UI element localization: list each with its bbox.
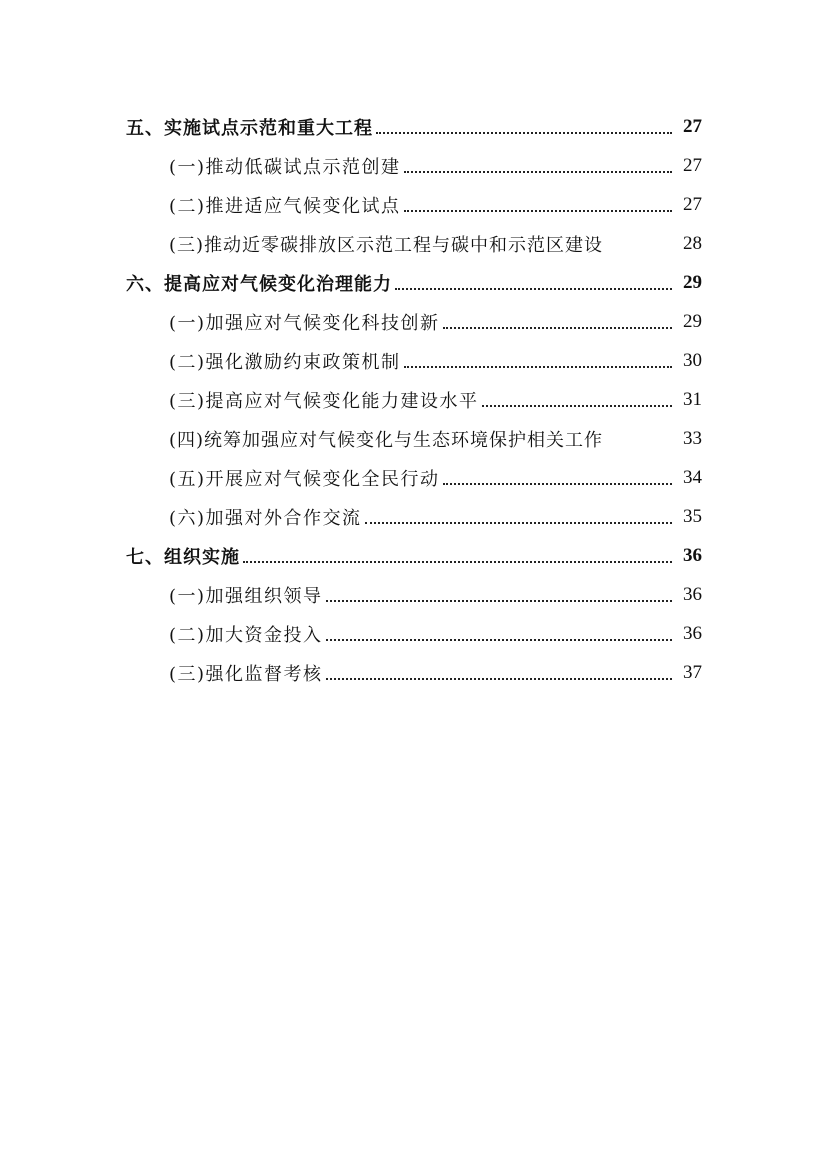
toc-entry-page: 36 bbox=[683, 583, 702, 605]
toc-entry-page: 29 bbox=[683, 271, 702, 293]
toc-entry-title: (一)加强应对气候变化科技创新 bbox=[169, 312, 440, 334]
toc-entry-title: (六)加强对外合作交流 bbox=[169, 507, 362, 529]
toc-entry-chapter-7[interactable] bbox=[0, 536, 826, 575]
dot-leader bbox=[395, 288, 672, 290]
toc-entry-section[interactable] bbox=[0, 224, 826, 263]
dot-leader bbox=[376, 132, 672, 134]
toc-entry-title: (三)提高应对气候变化能力建设水平 bbox=[169, 390, 479, 412]
toc-entry-title: 五、实施试点示范和重大工程 bbox=[126, 117, 373, 139]
toc-entry-page: 27 bbox=[683, 193, 702, 215]
toc-entry-title: (二)强化激励约束政策机制 bbox=[169, 351, 401, 373]
dot-leader bbox=[404, 366, 672, 368]
toc-entry-section[interactable] bbox=[0, 341, 826, 380]
toc-entry-page: 28 bbox=[683, 232, 702, 254]
toc-entry-page: 36 bbox=[683, 622, 702, 644]
toc-entry-section[interactable] bbox=[0, 497, 826, 536]
toc-entry-title: (二)推进适应气候变化试点 bbox=[169, 195, 401, 217]
toc-entry-title: 六、提高应对气候变化治理能力 bbox=[126, 273, 392, 295]
toc-entry-title: (三)推动近零碳排放区示范工程与碳中和示范区建设 bbox=[169, 234, 604, 256]
toc-entry-section[interactable] bbox=[0, 575, 826, 614]
toc-entry-page: 35 bbox=[683, 505, 702, 527]
toc-entry-section[interactable] bbox=[0, 380, 826, 419]
dot-leader bbox=[443, 483, 672, 485]
toc-entry-section[interactable] bbox=[0, 146, 826, 185]
dot-leader bbox=[404, 171, 672, 173]
toc-entry-section[interactable] bbox=[0, 614, 826, 653]
toc-entry-section[interactable] bbox=[0, 302, 826, 341]
dot-leader bbox=[326, 639, 672, 641]
toc-entry-page: 27 bbox=[683, 115, 702, 137]
dot-leader bbox=[482, 405, 672, 407]
toc-entry-page: 30 bbox=[683, 349, 702, 371]
toc-entry-chapter-5[interactable] bbox=[0, 107, 826, 146]
toc-entry-title: (五)开展应对气候变化全民行动 bbox=[169, 468, 440, 490]
dot-leader bbox=[326, 600, 672, 602]
dot-leader bbox=[443, 327, 672, 329]
toc-entry-section[interactable] bbox=[0, 458, 826, 497]
dot-leader bbox=[243, 561, 672, 563]
dot-leader bbox=[326, 678, 672, 680]
toc-entry-page: 36 bbox=[683, 544, 702, 566]
toc-entry-page: 37 bbox=[683, 661, 702, 683]
toc-entry-chapter-6[interactable] bbox=[0, 263, 826, 302]
table-of-contents bbox=[0, 107, 826, 692]
toc-entry-title: (一)推动低碳试点示范创建 bbox=[169, 156, 401, 178]
toc-entry-section[interactable] bbox=[0, 419, 826, 458]
toc-entry-title: (二)加大资金投入 bbox=[169, 624, 323, 646]
toc-entry-page: 33 bbox=[683, 427, 702, 449]
dot-leader bbox=[365, 522, 672, 524]
toc-entry-section[interactable] bbox=[0, 185, 826, 224]
dot-leader bbox=[404, 210, 672, 212]
toc-entry-page: 31 bbox=[683, 388, 702, 410]
toc-entry-title: (三)强化监督考核 bbox=[169, 663, 323, 685]
toc-entry-title: (一)加强组织领导 bbox=[169, 585, 323, 607]
toc-entry-page: 27 bbox=[683, 154, 702, 176]
toc-entry-page: 29 bbox=[683, 310, 702, 332]
toc-entry-title: (四)统筹加强应对气候变化与生态环境保护相关工作 bbox=[169, 429, 604, 451]
toc-entry-title: 七、组织实施 bbox=[126, 546, 240, 568]
toc-entry-section[interactable] bbox=[0, 653, 826, 692]
toc-entry-page: 34 bbox=[683, 466, 702, 488]
